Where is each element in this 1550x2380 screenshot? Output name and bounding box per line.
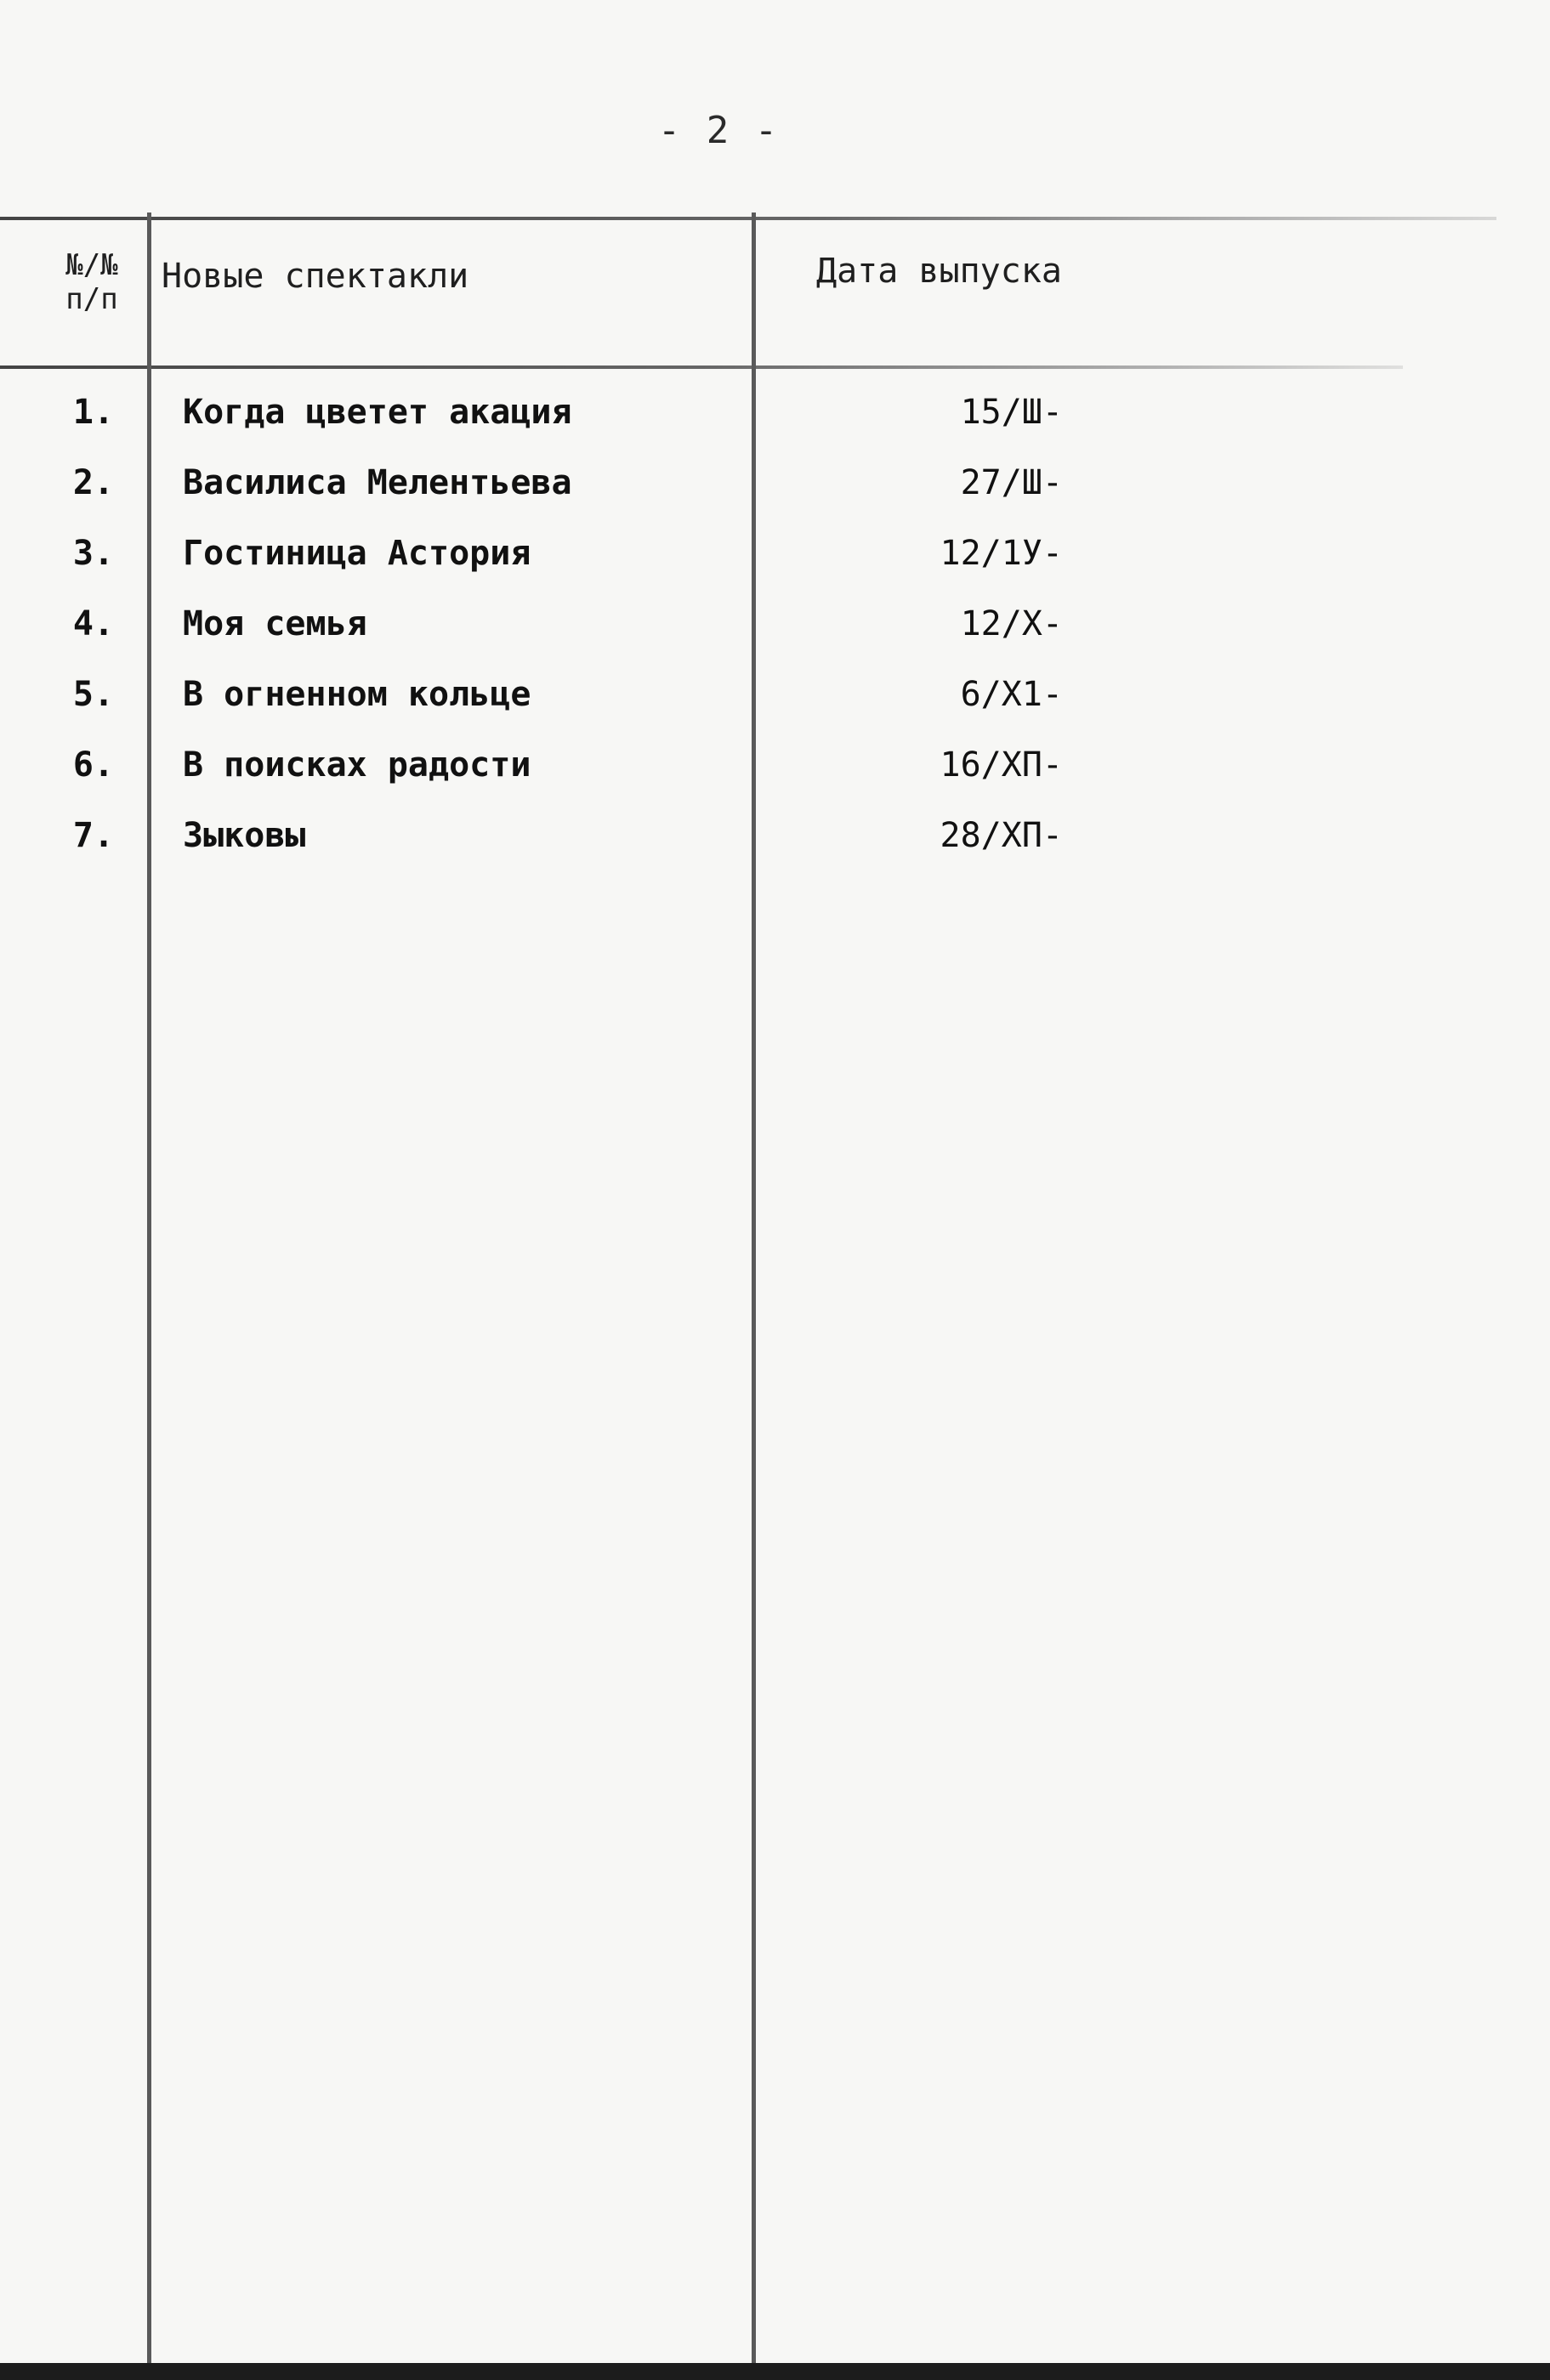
play-title: Моя семья — [183, 604, 367, 643]
release-date: 27/Ш- — [960, 463, 1063, 502]
table-top-rule — [0, 217, 1496, 220]
row-number: 4. — [72, 604, 115, 643]
row-number: 7. — [72, 816, 115, 855]
release-date: 15/Ш- — [960, 393, 1063, 432]
row-number: 5. — [72, 675, 115, 714]
release-date: 12/Х- — [960, 604, 1063, 643]
table-row — [0, 745, 1550, 796]
row-number: 2. — [72, 463, 115, 502]
table-header-rule — [0, 366, 1403, 369]
table-row — [0, 393, 1550, 444]
play-title: В поисках радости — [183, 745, 531, 785]
release-date: 12/1У- — [940, 534, 1063, 573]
row-number: 3. — [72, 534, 115, 573]
page-number: - 2 - — [657, 109, 780, 152]
play-title: Когда цветет акация — [183, 393, 572, 432]
table-row — [0, 816, 1550, 867]
scan-bottom-edge — [0, 2363, 1550, 2380]
play-title: Гостиница Астория — [183, 534, 531, 573]
play-title: В огненном кольце — [183, 675, 531, 714]
header-date: Дата выпуска — [816, 252, 1062, 291]
release-date: 16/ХП- — [940, 745, 1063, 785]
play-title: Зыковы — [183, 816, 306, 855]
release-date: 6/Х1- — [960, 675, 1063, 714]
table-row — [0, 463, 1550, 514]
table-row — [0, 604, 1550, 655]
header-title: Новые спектакли — [162, 257, 469, 296]
table-row — [0, 675, 1550, 726]
play-title: Василиса Мелентьева — [183, 463, 572, 502]
row-number: 1. — [72, 393, 115, 432]
row-number: 6. — [72, 745, 115, 785]
release-date: 28/ХП- — [940, 816, 1063, 855]
header-number: №/№ п/п — [65, 248, 118, 316]
table-row — [0, 534, 1550, 585]
